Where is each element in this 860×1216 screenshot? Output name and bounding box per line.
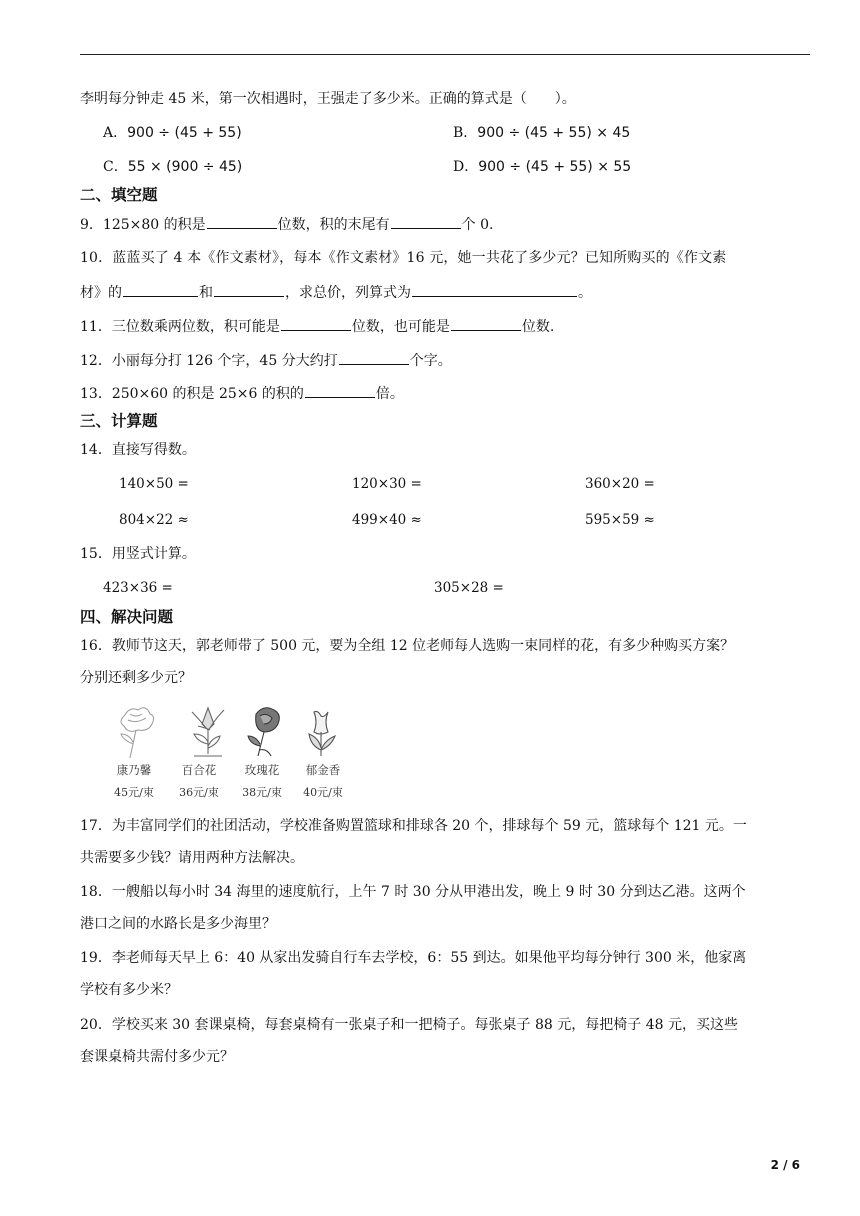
section-fill-in: 二、填空题	[80, 186, 158, 204]
q14: 14．直接写得数。	[80, 442, 196, 458]
q10-blank-3[interactable]	[412, 282, 577, 297]
q19-line1: 19．李老师每天早上 6：40 从家出发骑自行车去学校，6：55 到达。如果他平均每分钟行 300 米，他家离	[80, 950, 747, 966]
q8-option-c[interactable]: C．55 × (900 ÷ 45)	[103, 159, 243, 175]
flower-name: 玫瑰花	[244, 763, 280, 777]
q10-line2: 材》的 和 ，求总价，列算式为 。	[80, 282, 592, 303]
header-rule	[80, 54, 810, 55]
flower-price: 38元/束	[242, 786, 282, 799]
q8-option-d[interactable]: D．900 ÷ (45 + 55) × 55	[453, 159, 632, 175]
flower-price: 40元/束	[303, 786, 343, 799]
q11: 11．三位数乘两位数，积可能是 位数，也可能是 位数.	[80, 316, 554, 337]
flower-name: 郁金香	[305, 763, 341, 777]
section-problem-solving: 四、解决问题	[80, 608, 174, 626]
flower-illustrations	[108, 700, 358, 762]
q17-line1: 17．为丰富同学们的社团活动，学校准备购置篮球和排球各 20 个，排球每个 59 元，篮球每个 121 元。一	[80, 818, 747, 834]
q11-blank-2[interactable]	[451, 316, 521, 331]
rose-icon	[248, 708, 279, 756]
q10-blank-2[interactable]	[214, 282, 284, 297]
section-calculation: 三、计算题	[80, 412, 158, 430]
calc-item: 140×50 =	[119, 476, 189, 492]
q12: 12．小丽每分打 126 个字，45 分大约打 个字。	[80, 350, 452, 371]
flower-price: 45元/束	[114, 786, 154, 799]
q8-option-a[interactable]: A．900 ÷ (45 + 55)	[103, 125, 242, 141]
q16-line2: 分别还剩多少元？	[80, 670, 192, 686]
vertical-calc-item: 305×28 =	[434, 580, 504, 596]
calc-item: 595×59 ≈	[585, 512, 655, 528]
calc-item: 804×22 ≈	[119, 512, 189, 528]
q11-blank-1[interactable]	[281, 316, 351, 331]
q10-line1: 10．蓝蓝买了 4 本《作文素材》，每本《作文素材》16 元，她一共花了多少元？已知所购买的《作文素	[80, 250, 727, 266]
q18-line1: 18．一艘船以每小时 34 海里的速度航行，上午 7 时 30 分从甲港出发，晚上 9 时 30 分到达乙港。这两个	[80, 884, 746, 900]
q18-line2: 港口之间的水路长是多少海里？	[80, 916, 276, 932]
q17-line2: 共需要多少钱？请用两种方法解决。	[80, 850, 304, 866]
tulip-icon	[309, 712, 335, 757]
q20-line1: 20．学校买来 30 套课桌椅，每套桌椅有一张桌子和一把椅子。每张桌子 88 元，每把椅子 48 元，买这些	[80, 1017, 738, 1033]
q8-option-b[interactable]: B．900 ÷ (45 + 55) × 45	[453, 125, 631, 141]
calc-item: 360×20 =	[585, 476, 655, 492]
flower-name: 康乃馨	[116, 763, 152, 777]
q19-line2: 学校有多少米？	[80, 982, 178, 998]
q20-line2: 套课桌椅共需付多少元？	[80, 1049, 234, 1065]
calc-item: 499×40 ≈	[352, 512, 422, 528]
calc-item: 120×30 =	[352, 476, 422, 492]
q13-blank[interactable]	[305, 383, 375, 398]
q10-blank-1[interactable]	[123, 282, 198, 297]
q9: 9．125×80 的积是 位数，积的末尾有 个 0.	[80, 214, 493, 235]
q16-line1: 16．教师节这天，郭老师带了 500 元，要为全组 12 位老师每人选购一束同样的花，有多少种购买方案？	[80, 638, 735, 654]
vertical-calc-item: 423×36 =	[103, 580, 173, 596]
flower-name: 百合花	[181, 763, 217, 777]
q8-stem: 李明每分钟走 45 米，第一次相遇时，王强走了多少米。正确的算式是（ ）。	[80, 91, 576, 107]
lily-icon	[192, 708, 224, 756]
flower-price: 36元/束	[179, 786, 219, 799]
q12-blank[interactable]	[339, 350, 409, 365]
q9-blank-1[interactable]	[207, 214, 277, 229]
q13: 13．250×60 的积是 25×6 的积的 倍。	[80, 383, 404, 404]
q9-blank-2[interactable]	[391, 214, 461, 229]
page-number: 2 / 6	[770, 1158, 800, 1172]
carnation-icon	[121, 708, 154, 758]
q15: 15．用竖式计算。	[80, 546, 196, 562]
